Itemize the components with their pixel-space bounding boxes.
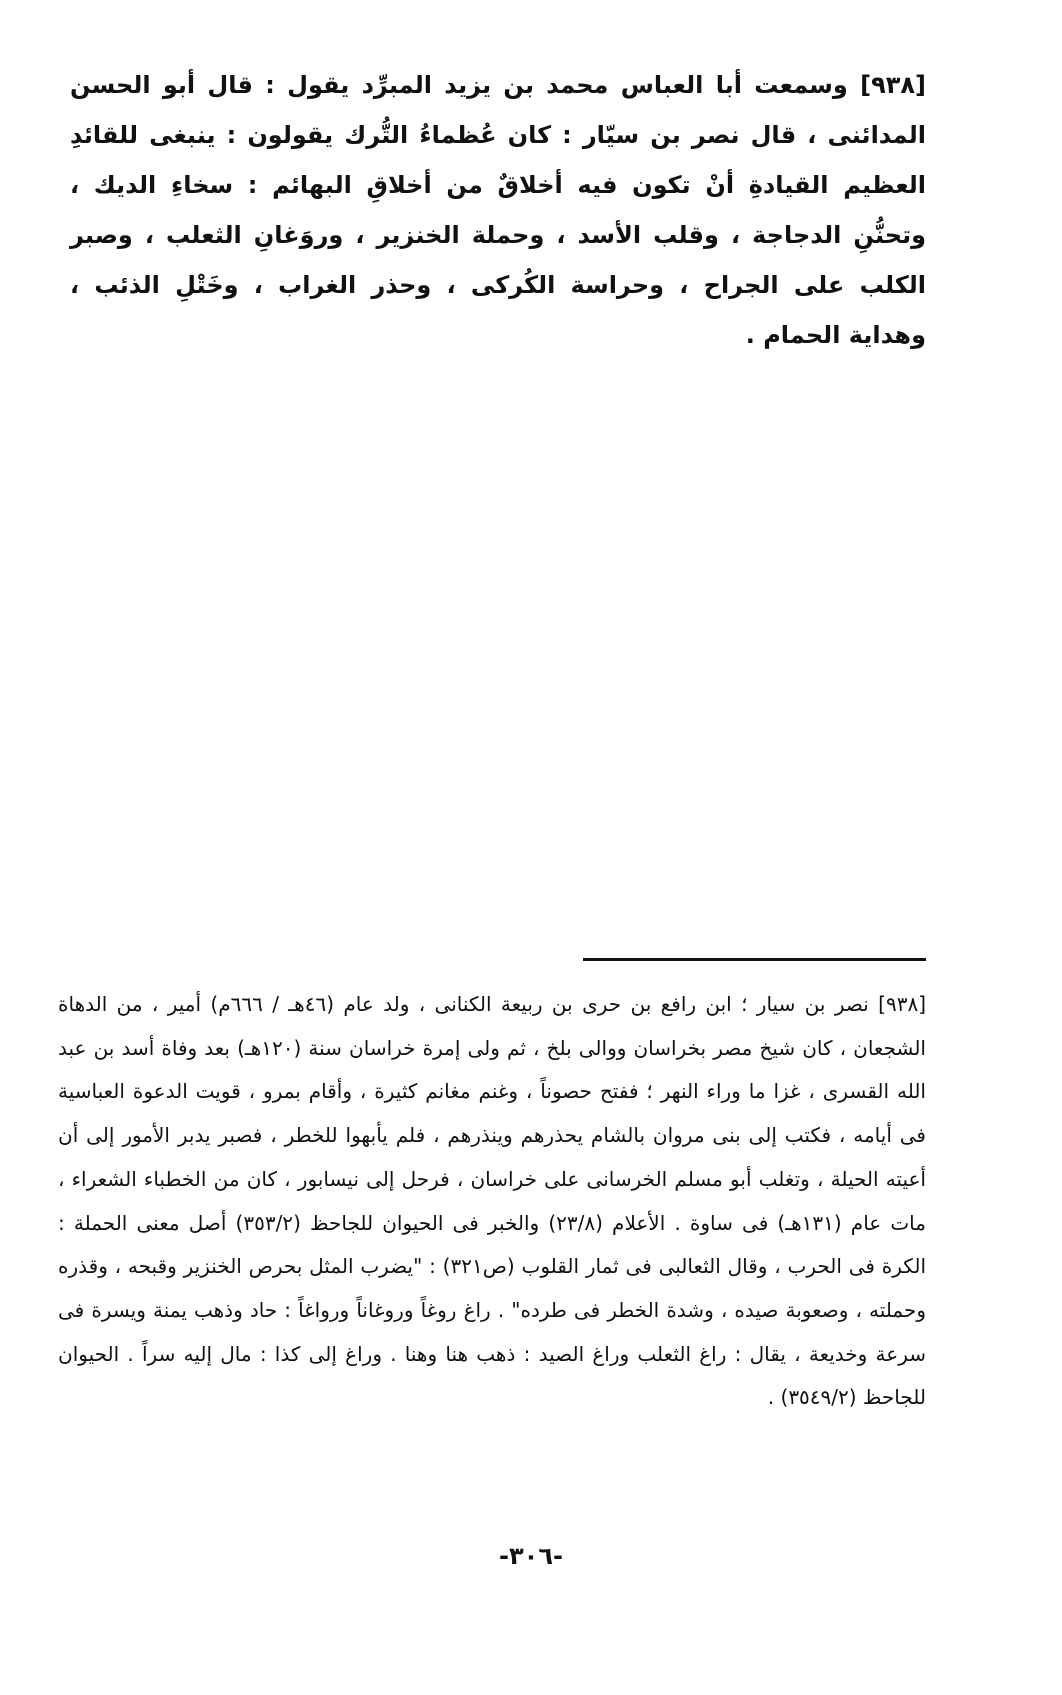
footnote-paragraph: [٩٣٨] نصر بن سيار ؛ ابن رافع بن حرى بن ربيعة الكنانى ، ولد عام (٤٦هـ / ٦٦٦م) أمير ، من الدهاة الشجعان ، كان شيخ مصر بخراسان ووالى بلخ ، ثم ولى إمرة خراسان سنة (١٢٠هـ) بعد وفاة أسد بن عبد الله القسرى ، غزا ما وراء النهر ؛ ففتح حصوناً ، وغنم مغانم كثيرة ، وأقام بمرو ، قويت الدعوة العباسية فى أيامه ، فكتب إلى بنى مروان بالشام يحذرهم وينذرهم ، فلم يأبهوا للخطر ، فصبر يدبر الأمور إلى أن أعيته الحيلة ، وتغلب أبو مسلم الخرسانى على خراسان ، فرحل إلى نيسابور ، كان من الخطباء الشعراء ، مات عام (١٣١هـ) فى ساوة . الأعلام (٢٣/٨) والخبر فى الحيوان للجاحظ (٣٥٣/٢) أصل معنى الحملة : الكرة فى الحرب ، وقال الثعالبى فى ثمار القلوب (ص٣٢١) : "يضرب المثل بحرص الخنزير وقبحه ، وقذره وحملته ، وصعوبة صيده ، وشدة الخطر فى طرده" . راغ روغاً وروغاناً ورواغاً : حاد وذهب يمنة ويسرة فى سرعة وخديعة ، يقال : راغ الثعلب وراغ الصيد : ذهب هنا وهنا . وراغ إلى كذا : مال إليه سراً . الحيوان للجاحظ (٣٥٤٩/٢) . [58, 992, 927, 1410]
page-number: -٣٠٦- [499, 1542, 563, 1570]
footnote-divider [583, 958, 926, 961]
main-paragraph: [٩٣٨] وسمعت أبا العباس محمد بن يزيد المبرِّد يقول : قال أبو الحسن المدائنى ، قال نصر بن سيّار : كان عُظماءُ التُّرك يقولون : ينبغى للقائدِ العظيم القيادةِ أنْ تكون فيه أخلاقٌ من أخلاقِ البهائم : سخاءِ الديك ، وتحنُّنِ الدجاجة ، وقلب الأسد ، وحملة الخنزير ، وروَغانِ الثعلب ، وصبر الكلب على الجراح ، وحراسة الكُركى ، وحذر الغراب ، وخَتْلِ الذئب ، وهداية الحمام . [70, 71, 926, 349]
